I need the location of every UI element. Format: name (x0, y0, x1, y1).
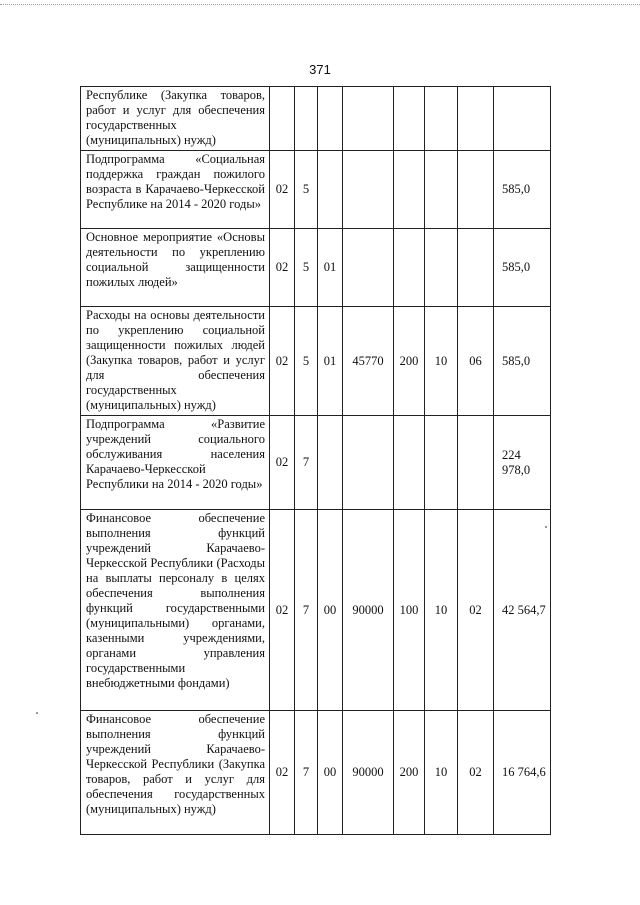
expense-type-code: 200 (394, 711, 425, 835)
subsection-code: 02 (458, 510, 494, 711)
direction-code: 90000 (343, 711, 394, 835)
table-row (81, 416, 551, 510)
ministry-code: 02 (270, 307, 295, 416)
row-description: Подпрограмма «Социальная поддержка граждан пожилого возраста в Карачаево-Черкесской Республике на 2014 - 2020 годы» (81, 151, 270, 229)
row-description: Подпрограмма «Развитие учреждений социального обслуживания населения Карачаево-Черкесской Республики на 2014 - 2020 годы» (81, 416, 270, 510)
event-code (318, 416, 343, 510)
subsection-code: 06 (458, 307, 494, 416)
direction-code (343, 87, 394, 151)
event-code: 01 (318, 307, 343, 416)
subprogram-code: 5 (295, 151, 318, 229)
event-code (318, 151, 343, 229)
table-row (81, 151, 551, 229)
direction-code (343, 151, 394, 229)
subprogram-code: 7 (295, 510, 318, 711)
section-code: 10 (425, 711, 458, 835)
event-code (318, 87, 343, 151)
section-code: 10 (425, 307, 458, 416)
event-code: 01 (318, 229, 343, 307)
ministry-code: 02 (270, 711, 295, 835)
amount: 585,0 (494, 229, 551, 307)
subprogram-code: 5 (295, 307, 318, 416)
table-row (81, 229, 551, 307)
amount: 16 764,6 (494, 711, 551, 835)
expense-type-code (394, 151, 425, 229)
expense-type-code: 200 (394, 307, 425, 416)
ministry-code (270, 87, 295, 151)
direction-code: 45770 (343, 307, 394, 416)
table-row (81, 510, 551, 711)
subprogram-code: 5 (295, 229, 318, 307)
ministry-code: 02 (270, 416, 295, 510)
table-row (81, 87, 551, 151)
section-code: 10 (425, 510, 458, 711)
scan-speck (36, 712, 38, 714)
subsection-code (458, 151, 494, 229)
table-row (81, 711, 551, 835)
amount: 224 978,0 (494, 416, 551, 510)
expense-type-code (394, 87, 425, 151)
ministry-code: 02 (270, 151, 295, 229)
direction-code: 90000 (343, 510, 394, 711)
page-number: 371 (309, 62, 331, 77)
ministry-code: 02 (270, 229, 295, 307)
amount: 585,0 (494, 307, 551, 416)
table-row (81, 307, 551, 416)
row-description: Расходы на основы деятельности по укреплению социальной защищенности пожилых людей (Закупка товаров, работ и услуг для обеспечения государственных (муниципальных) нужд) (81, 307, 270, 416)
section-code (425, 416, 458, 510)
subprogram-code: 7 (295, 711, 318, 835)
event-code: 00 (318, 711, 343, 835)
section-code (425, 229, 458, 307)
section-code (425, 151, 458, 229)
amount (494, 87, 551, 151)
subsection-code (458, 416, 494, 510)
amount: 42 564,7 (494, 510, 551, 711)
direction-code (343, 229, 394, 307)
subsection-code (458, 87, 494, 151)
subprogram-code: 7 (295, 416, 318, 510)
ministry-code: 02 (270, 510, 295, 711)
event-code: 00 (318, 510, 343, 711)
expense-type-code (394, 416, 425, 510)
section-code (425, 87, 458, 151)
budget-table (80, 86, 551, 835)
row-description: Финансовое обеспечение выполнения функций учреждений Карачаево-Черкесской Республики (Расходы на выплаты персоналу в целях обеспечения выполнения функций государственными (муниципальными) органами, казенными учреждениями, органами управления государственными внебюджетными фондами) (81, 510, 270, 711)
amount: 585,0 (494, 151, 551, 229)
row-description: Финансовое обеспечение выполнения функций учреждений Карачаево-Черкесской Республики (Закупка товаров, работ и услуг для обеспечения государственных (муниципальных) нужд) (81, 711, 270, 835)
expense-type-code (394, 229, 425, 307)
subprogram-code (295, 87, 318, 151)
subsection-code (458, 229, 494, 307)
expense-type-code: 100 (394, 510, 425, 711)
subsection-code: 02 (458, 711, 494, 835)
row-description: Основное мероприятие «Основы деятельности по укреплению социальной защищенности пожилых людей» (81, 229, 270, 307)
direction-code (343, 416, 394, 510)
scan-artifact-line (0, 4, 640, 5)
row-description: Республике (Закупка товаров, работ и услуг для обеспечения государственных (муниципальных) нужд) (81, 87, 270, 151)
